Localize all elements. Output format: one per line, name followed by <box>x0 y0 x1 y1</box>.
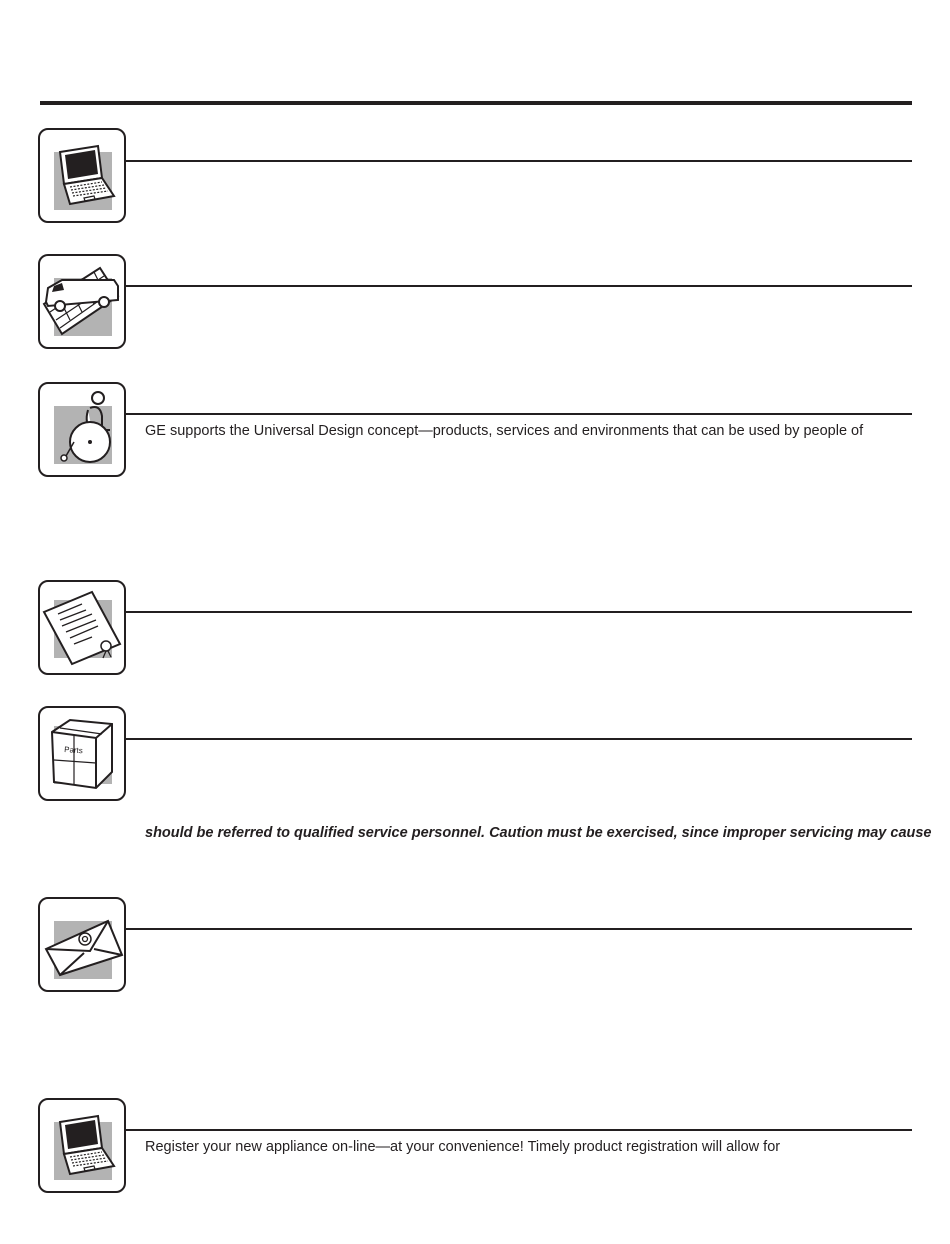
section-rule <box>126 928 912 930</box>
parts-label: Parts <box>63 745 84 756</box>
service-caution-text: should be referred to qualified service personnel. Caution must be exercised, since improper servicing may cause <box>145 825 932 841</box>
section-rule <box>126 738 912 740</box>
email-envelope-icon <box>38 897 126 992</box>
universal-design-text: GE supports the Universal Design concept—products, services and environments that can be used by people of <box>145 423 864 439</box>
section-rule <box>126 1129 912 1131</box>
certificate-icon <box>38 580 126 675</box>
section-rule <box>126 285 912 287</box>
parts-box-icon <box>38 706 126 801</box>
page-top-rule <box>40 101 912 105</box>
section-rule <box>126 611 912 613</box>
laptop-icon <box>38 1098 126 1193</box>
laptop-icon <box>38 128 126 223</box>
section-rule <box>126 160 912 162</box>
registration-text: Register your new appliance on-line—at your convenience! Timely product registration will allow for <box>145 1139 781 1155</box>
section-rule <box>126 413 912 415</box>
wheelchair-icon <box>38 382 126 477</box>
service-truck-calendar-icon <box>38 254 126 349</box>
